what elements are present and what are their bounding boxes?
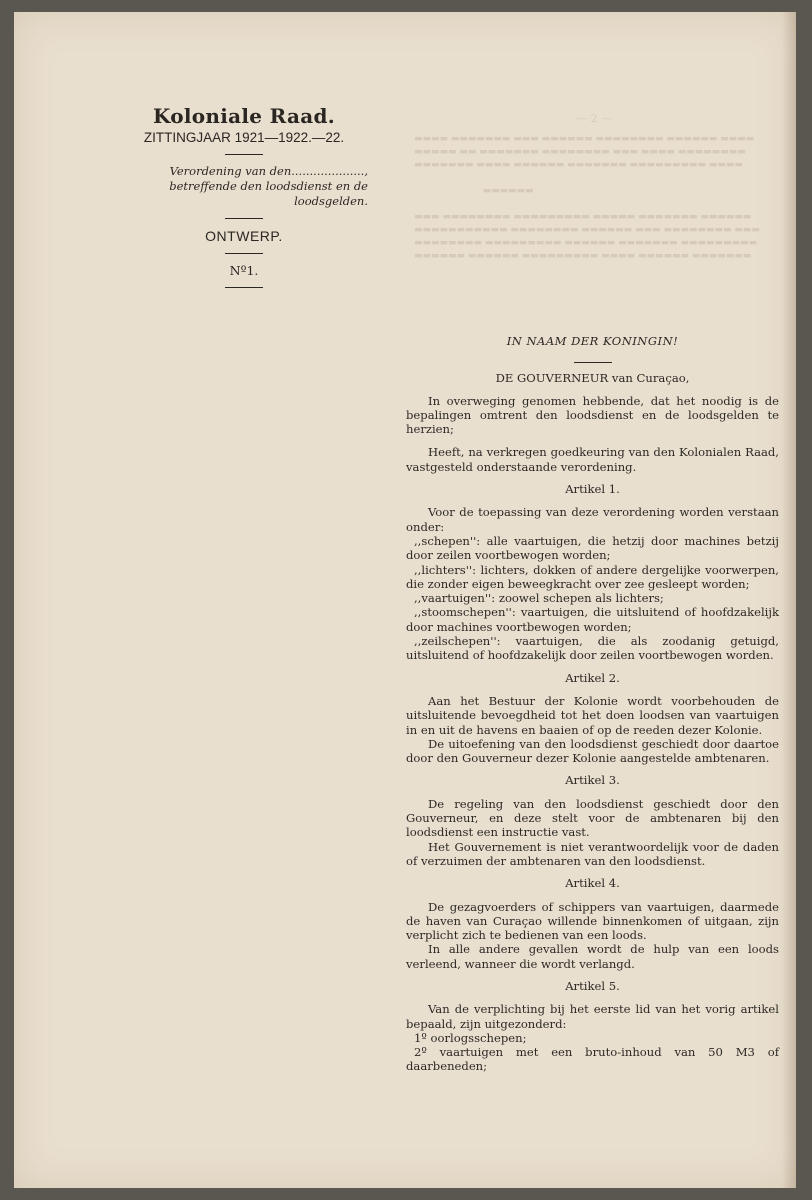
article-paragraph: De regeling van den loodsdienst geschiedt door den Gouverneur, en deze stelt voor de ambtenaren bij den loodsdienst een instructie vast. (406, 796, 779, 840)
article-heading: Artikel 3. (565, 773, 620, 788)
article-paragraph: In alle andere gevallen wordt de hulp van een loods verleend, wanneer die wordt verlangd. (406, 942, 779, 971)
article-heading: Artikel 4. (565, 876, 620, 891)
definition-item: ,,schepen'': alle vaartuigen, die hetzij door machines betzij door zeilen voortbewogen worden; (406, 533, 779, 563)
definition-item: ,,zeilschepen'': vaartuigen, die als zoodanig getuigd, uitsluitend of hoofdzakelijk door zeilen voortbewogen worden. (406, 634, 779, 663)
article-heading: Artikel 2. (565, 670, 620, 685)
session-year: ZITTINGJAAR 1921—1922.—22. (143, 130, 345, 145)
document-header (114, 104, 374, 297)
document-body (406, 334, 779, 1074)
invocation: IN NAAM DER KONINGIN! (506, 334, 679, 348)
bleed-through-texture: — 2 — ▬▬▬▬ ▬▬▬▬▬▬▬ ▬▬▬ ▬▬▬▬▬▬ ▬▬▬▬▬▬▬▬ ▬▬▬▬▬▬ ▬▬▬▬ ▬▬▬▬▬ ▬▬ ▬▬▬▬▬▬▬ ▬▬▬▬▬▬▬▬ ▬▬▬ ▬▬▬▬ ▬▬▬▬▬▬▬▬ ▬▬▬▬▬▬▬ ▬▬▬▬ ▬▬▬▬▬▬ ▬▬▬▬▬▬▬ ▬▬▬▬▬▬▬▬▬ ▬▬▬▬ ▬▬▬▬▬▬ ▬▬▬ ▬▬▬▬▬▬▬▬ ▬▬▬▬▬▬▬▬▬ ▬▬▬▬▬ ▬▬▬▬▬▬▬ ▬▬▬▬▬▬ ▬▬▬▬▬▬▬▬▬▬▬ ▬▬▬▬▬▬▬▬ ▬▬▬▬▬▬ ▬▬▬ ▬▬▬▬▬▬▬▬ ▬▬▬ ▬▬▬▬▬▬▬▬ ▬▬▬▬▬▬▬▬▬ ▬▬▬▬▬▬ ▬▬▬▬▬▬▬ ▬▬▬▬▬▬▬▬▬ ▬▬▬▬▬▬ ▬▬▬▬▬▬ ▬▬▬▬▬▬▬▬▬ ▬▬▬▬ ▬▬▬▬▬▬ ▬▬▬▬▬▬▬ (414, 112, 760, 261)
ordinance-line-1: Verordening van den...................., (169, 164, 368, 178)
divider (225, 253, 263, 254)
ordinance-subject (114, 164, 374, 209)
article-heading: Artikel 5. (565, 978, 620, 993)
article-paragraph: De uitoefening van den loodsdienst geschiedt door daartoe door den Gouverneur dezer Kolonie aangestelde ambtenaren. (406, 736, 779, 766)
article-paragraph: Het Gouvernement is niet verantwoordelijk voor de daden of verzuimen der ambtenaren van den loodsdienst. (406, 839, 779, 868)
article-paragraph: Aan het Bestuur der Kolonie wordt voorbehouden de uitsluitende bevoegdheid tot het doen loodsen van vaartuigen in en uit de havens en baaien of op de reeden dezer Kolonie. (406, 693, 779, 737)
article-paragraph: Voor de toepassing van deze verordening worden verstaan onder: (406, 505, 779, 534)
ordinance-line-2: betreffende den loodsdienst en de loodsgelden. (169, 179, 368, 208)
exemption-item: 2º vaartuigen met een bruto-inhoud van 50 M3 of daarbeneden; (406, 1045, 779, 1074)
article-paragraph: De gezagvoerders of schippers van vaartuigen, daarmede de haven van Curaçao willende binnenkomen of uitgaan, zijn verplicht zich te bedienen van een loods. (406, 899, 779, 943)
divider (225, 287, 263, 288)
definition-item: ,,lichters'': lichters, dokken of andere dergelijke voorwerpen, die zonder eigen beweegkracht over zee gesleept worden; (406, 562, 779, 591)
preamble-paragraph: Heeft, na verkregen goedkeuring van den Kolonialen Raad, vastgesteld onderstaande verordening. (406, 445, 779, 474)
document-number: Nº1. (229, 263, 259, 278)
draft-label: ONTWERP. (205, 228, 283, 244)
document-page (14, 12, 796, 1188)
definition-item: ,,stoomschepen'': vaartuigen, die uitsluitend of hoofdzakelijk door machines voortbewogen worden; (406, 605, 779, 634)
definition-item: ,,vaartuigen'': zoowel schepen als lichters; (414, 591, 664, 606)
article-paragraph: Van de verplichting bij het eerste lid van het vorig artikel bepaald, zijn uitgezonderd: (406, 1002, 779, 1031)
governor-heading: DE GOUVERNEUR van Curaçao, (495, 371, 690, 386)
divider (574, 362, 612, 363)
council-title: Koloniale Raad. (152, 104, 336, 128)
preamble-paragraph: In overweging genomen hebbende, dat het noodig is de bepalingen omtrent den loodsdienst en de loodsgelden te herzien; (406, 393, 779, 437)
exemption-item: 1º oorlogsschepen; (414, 1030, 527, 1045)
divider (225, 154, 263, 155)
divider (225, 218, 263, 219)
article-heading: Artikel 1. (565, 482, 620, 497)
